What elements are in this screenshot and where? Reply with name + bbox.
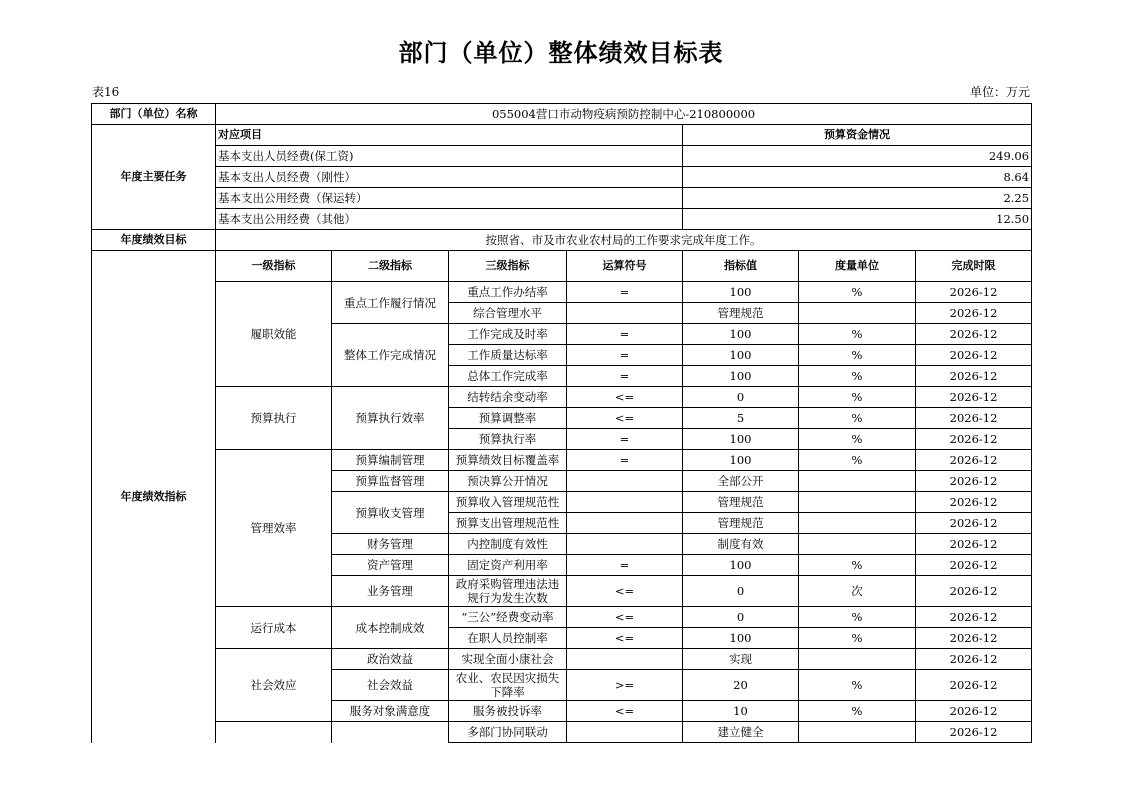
level2-cell: 预算执行效率 bbox=[332, 387, 449, 450]
value-cell: 100 bbox=[683, 345, 799, 366]
unit-cell: % bbox=[799, 345, 916, 366]
header-deadline: 完成时限 bbox=[916, 251, 1032, 282]
deadline-cell: 2026-12 bbox=[916, 722, 1032, 743]
value-cell: 100 bbox=[683, 429, 799, 450]
level3-cell: 服务被投诉率 bbox=[449, 701, 567, 722]
indicators-label: 年度绩效指标 bbox=[92, 251, 216, 743]
level3-cell: 重点工作办结率 bbox=[449, 282, 567, 303]
unit-cell bbox=[799, 649, 916, 670]
operator-cell: = bbox=[567, 366, 683, 387]
operator-cell bbox=[567, 534, 683, 555]
unit-cell bbox=[799, 534, 916, 555]
task-budget: 12.50 bbox=[683, 209, 1032, 230]
level3-cell: 预决算公开情况 bbox=[449, 471, 567, 492]
task-row bbox=[92, 146, 1032, 167]
indicator-row bbox=[92, 722, 1032, 743]
level2-cell: 预算编制管理 bbox=[332, 450, 449, 471]
level2-cell: 业务管理 bbox=[332, 576, 449, 607]
dept-label: 部门（单位）名称 bbox=[92, 104, 216, 125]
tasks-header-row bbox=[92, 125, 1032, 146]
value-cell: 100 bbox=[683, 555, 799, 576]
deadline-cell: 2026-12 bbox=[916, 303, 1032, 324]
header-level2: 二级指标 bbox=[332, 251, 449, 282]
level3-cell: 农业、农民因灾损失下降率 bbox=[449, 670, 567, 701]
tasks-col-item: 对应项目 bbox=[216, 125, 683, 146]
level2-cell: 预算收支管理 bbox=[332, 492, 449, 534]
operator-cell: <= bbox=[567, 408, 683, 429]
level2-cell: 政治效益 bbox=[332, 649, 449, 670]
operator-cell bbox=[567, 303, 683, 324]
operator-cell bbox=[567, 722, 683, 743]
level3-cell: 工作完成及时率 bbox=[449, 324, 567, 345]
value-cell: 0 bbox=[683, 387, 799, 408]
value-cell: 100 bbox=[683, 628, 799, 649]
deadline-cell: 2026-12 bbox=[916, 576, 1032, 607]
level1-cell: 履职效能 bbox=[216, 282, 332, 387]
goal-label: 年度绩效目标 bbox=[92, 230, 216, 251]
level3-cell: 预算执行率 bbox=[449, 429, 567, 450]
unit-cell bbox=[799, 722, 916, 743]
task-item: 基本支出人员经费（刚性） bbox=[216, 167, 683, 188]
tasks-col-budget: 预算资金情况 bbox=[683, 125, 1032, 146]
level2-cell: 重点工作履行情况 bbox=[332, 282, 449, 324]
performance-table bbox=[91, 103, 1032, 743]
operator-cell: = bbox=[567, 324, 683, 345]
value-cell: 10 bbox=[683, 701, 799, 722]
indicator-row bbox=[92, 450, 1032, 471]
value-cell: 管理规范 bbox=[683, 492, 799, 513]
level3-cell: 在职人员控制率 bbox=[449, 628, 567, 649]
operator-cell: <= bbox=[567, 628, 683, 649]
level2-cell: 整体工作完成情况 bbox=[332, 324, 449, 387]
level2-cell: 资产管理 bbox=[332, 555, 449, 576]
deadline-cell: 2026-12 bbox=[916, 628, 1032, 649]
deadline-cell: 2026-12 bbox=[916, 429, 1032, 450]
task-item: 基本支出公用经费（保运转） bbox=[216, 188, 683, 209]
value-cell: 20 bbox=[683, 670, 799, 701]
operator-cell bbox=[567, 649, 683, 670]
value-cell: 管理规范 bbox=[683, 303, 799, 324]
deadline-cell: 2026-12 bbox=[916, 607, 1032, 628]
deadline-cell: 2026-12 bbox=[916, 555, 1032, 576]
deadline-cell: 2026-12 bbox=[916, 387, 1032, 408]
header-value: 指标值 bbox=[683, 251, 799, 282]
task-row bbox=[92, 209, 1032, 230]
value-cell: 制度有效 bbox=[683, 534, 799, 555]
value-cell: 实现 bbox=[683, 649, 799, 670]
level2-cell: 财务管理 bbox=[332, 534, 449, 555]
header-level1: 一级指标 bbox=[216, 251, 332, 282]
level3-cell: 实现全面小康社会 bbox=[449, 649, 567, 670]
deadline-cell: 2026-12 bbox=[916, 366, 1032, 387]
level3-cell: 内控制度有效性 bbox=[449, 534, 567, 555]
level3-cell: “三公”经费变动率 bbox=[449, 607, 567, 628]
indicator-row bbox=[92, 607, 1032, 628]
task-item: 基本支出公用经费（其他） bbox=[216, 209, 683, 230]
operator-cell: = bbox=[567, 429, 683, 450]
level3-cell: 预算绩效目标覆盖率 bbox=[449, 450, 567, 471]
level2-cell: 预算监督管理 bbox=[332, 471, 449, 492]
operator-cell: <= bbox=[567, 387, 683, 408]
unit-cell: % bbox=[799, 670, 916, 701]
indicator-row bbox=[92, 282, 1032, 303]
value-cell: 管理规范 bbox=[683, 513, 799, 534]
level1-cell: 预算执行 bbox=[216, 387, 332, 450]
dept-row bbox=[92, 104, 1032, 125]
operator-cell: <= bbox=[567, 607, 683, 628]
unit-cell: % bbox=[799, 387, 916, 408]
value-cell: 全部公开 bbox=[683, 471, 799, 492]
value-cell: 0 bbox=[683, 607, 799, 628]
level1-cell: 社会效应 bbox=[216, 649, 332, 722]
operator-cell bbox=[567, 471, 683, 492]
deadline-cell: 2026-12 bbox=[916, 534, 1032, 555]
level2-cell bbox=[332, 722, 449, 743]
operator-cell: >= bbox=[567, 670, 683, 701]
deadline-cell: 2026-12 bbox=[916, 649, 1032, 670]
value-cell: 100 bbox=[683, 324, 799, 345]
level1-cell: 运行成本 bbox=[216, 607, 332, 649]
operator-cell: = bbox=[567, 450, 683, 471]
value-cell: 100 bbox=[683, 366, 799, 387]
unit-cell: % bbox=[799, 450, 916, 471]
level2-cell: 社会效益 bbox=[332, 670, 449, 701]
deadline-cell: 2026-12 bbox=[916, 513, 1032, 534]
level3-cell: 综合管理水平 bbox=[449, 303, 567, 324]
deadline-cell: 2026-12 bbox=[916, 701, 1032, 722]
header-operator: 运算符号 bbox=[567, 251, 683, 282]
level3-cell: 预算调整率 bbox=[449, 408, 567, 429]
deadline-cell: 2026-12 bbox=[916, 324, 1032, 345]
deadline-cell: 2026-12 bbox=[916, 282, 1032, 303]
goal-row bbox=[92, 230, 1032, 251]
unit-cell: % bbox=[799, 628, 916, 649]
unit-cell bbox=[799, 471, 916, 492]
level2-cell: 服务对象满意度 bbox=[332, 701, 449, 722]
operator-cell: = bbox=[567, 345, 683, 366]
level1-cell bbox=[216, 722, 332, 743]
level3-cell: 结转结余变动率 bbox=[449, 387, 567, 408]
level3-cell: 总体工作完成率 bbox=[449, 366, 567, 387]
value-cell: 100 bbox=[683, 450, 799, 471]
unit-cell bbox=[799, 513, 916, 534]
deadline-cell: 2026-12 bbox=[916, 492, 1032, 513]
task-budget: 8.64 bbox=[683, 167, 1032, 188]
value-cell: 100 bbox=[683, 282, 799, 303]
level2-cell: 成本控制成效 bbox=[332, 607, 449, 649]
header-level3: 三级指标 bbox=[449, 251, 567, 282]
indicator-row bbox=[92, 387, 1032, 408]
operator-cell bbox=[567, 513, 683, 534]
operator-cell: <= bbox=[567, 576, 683, 607]
unit-cell: % bbox=[799, 408, 916, 429]
deadline-cell: 2026-12 bbox=[916, 450, 1032, 471]
unit-cell: % bbox=[799, 282, 916, 303]
tasks-label: 年度主要任务 bbox=[92, 125, 216, 230]
deadline-cell: 2026-12 bbox=[916, 408, 1032, 429]
unit-cell: 次 bbox=[799, 576, 916, 607]
page-title: 部门（单位）整体绩效目标表 bbox=[398, 39, 724, 67]
task-row bbox=[92, 167, 1032, 188]
value-cell: 建立健全 bbox=[683, 722, 799, 743]
task-budget: 249.06 bbox=[683, 146, 1032, 167]
level3-cell: 固定资产利用率 bbox=[449, 555, 567, 576]
unit-cell: % bbox=[799, 607, 916, 628]
unit-cell: % bbox=[799, 555, 916, 576]
deadline-cell: 2026-12 bbox=[916, 670, 1032, 701]
goal-value: 按照省、市及市农业农村局的工作要求完成年度工作。 bbox=[216, 230, 1032, 251]
unit-label: 单位：万元 bbox=[969, 85, 1030, 99]
level3-cell: 多部门协同联动 bbox=[449, 722, 567, 743]
table-number: 表16 bbox=[92, 85, 120, 99]
unit-cell: % bbox=[799, 324, 916, 345]
indicator-header-row bbox=[92, 251, 1032, 282]
unit-cell bbox=[799, 492, 916, 513]
operator-cell: = bbox=[567, 555, 683, 576]
value-cell: 5 bbox=[683, 408, 799, 429]
header-unit: 度量单位 bbox=[799, 251, 916, 282]
value-cell: 0 bbox=[683, 576, 799, 607]
unit-cell bbox=[799, 303, 916, 324]
unit-cell: % bbox=[799, 701, 916, 722]
level1-cell: 管理效率 bbox=[216, 450, 332, 607]
unit-cell: % bbox=[799, 366, 916, 387]
deadline-cell: 2026-12 bbox=[916, 345, 1032, 366]
deadline-cell: 2026-12 bbox=[916, 471, 1032, 492]
level3-cell: 工作质量达标率 bbox=[449, 345, 567, 366]
operator-cell: = bbox=[567, 282, 683, 303]
level3-cell: 政府采购管理违法违规行为发生次数 bbox=[449, 576, 567, 607]
task-row bbox=[92, 188, 1032, 209]
operator-cell bbox=[567, 492, 683, 513]
operator-cell: <= bbox=[567, 701, 683, 722]
level3-cell: 预算收入管理规范性 bbox=[449, 492, 567, 513]
dept-value: 055004营口市动物疫病预防控制中心-210800000 bbox=[216, 104, 1032, 125]
level3-cell: 预算支出管理规范性 bbox=[449, 513, 567, 534]
indicator-row bbox=[92, 649, 1032, 670]
task-budget: 2.25 bbox=[683, 188, 1032, 209]
task-item: 基本支出人员经费(保工资) bbox=[216, 146, 683, 167]
unit-cell: % bbox=[799, 429, 916, 450]
